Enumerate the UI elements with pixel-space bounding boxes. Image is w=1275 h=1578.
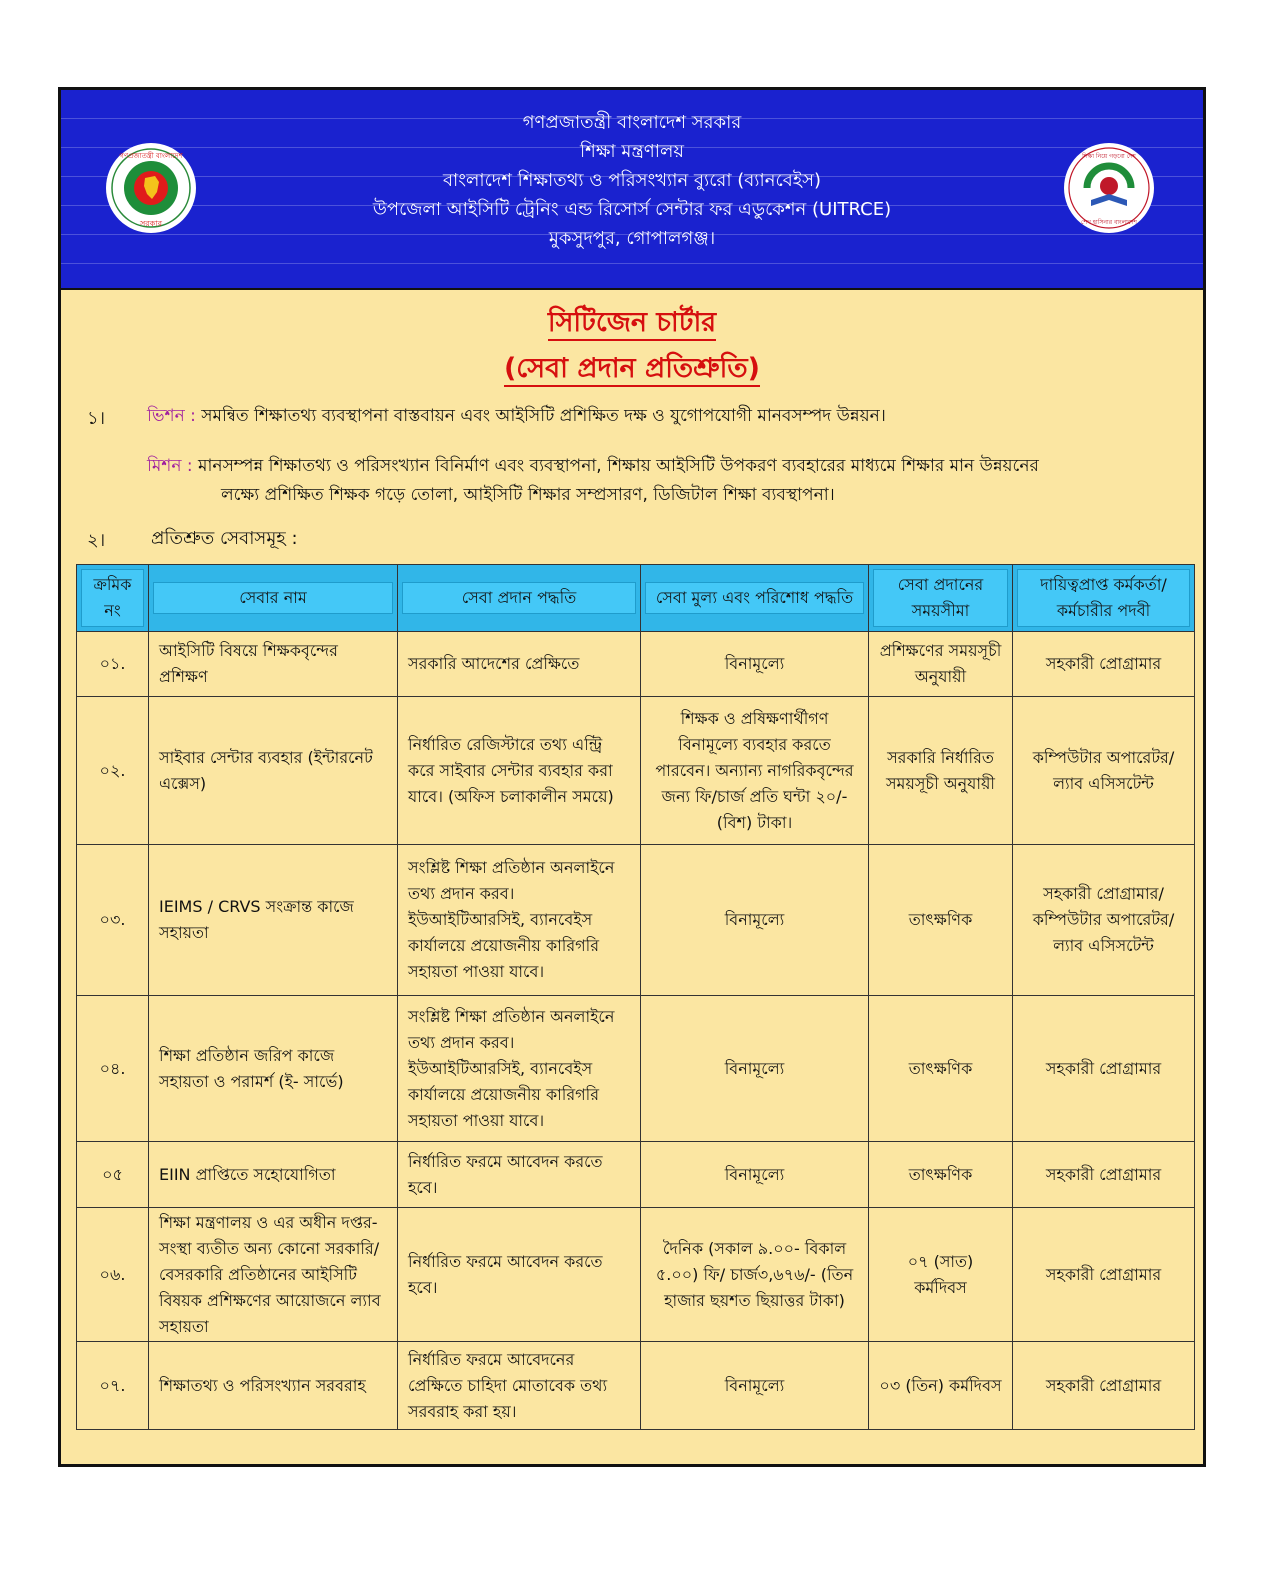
header-line-uitrce: উপজেলা আইসিটি ট্রেনিং এন্ড রিসোর্স সেন্টার ফর এডুকেশন (UITRCE) [372, 199, 892, 220]
cell-serial: ০৫ [77, 1142, 149, 1208]
mission-text-1: মানসম্পন্ন শিক্ষাতথ্য ও পরিসংখ্যান বিনির্মাণ এবং ব্যবস্থাপনা, শিক্ষায় আইসিটি উপকরণ ব্যবহারের মাধ্যমে শিক্ষার মান উন্নয়নের [198, 456, 1039, 476]
table-row [77, 1208, 1195, 1342]
cell-fee: বিনামূল্যে [641, 632, 869, 697]
header-line-location: মুকসুদপুর, গোপালগঞ্জ। [548, 228, 716, 249]
cell-fee: দৈনিক (সকাল ৯.০০- বিকাল ৫.০০) ফি/ চার্জ৩,৬৭৬/- (তিন হাজার ছয়শত ছিয়াত্তর টাকা) [641, 1208, 869, 1342]
cell-serial: ০১. [77, 632, 149, 697]
cell-method: নির্ধারিত ফরমে আবেদন করতে হবে। [398, 1142, 641, 1208]
section2-number: ২। [87, 530, 106, 551]
citizen-charter-page [58, 87, 1206, 1467]
table-row [77, 632, 1195, 697]
seal-bottom-text: সরকার [139, 219, 163, 228]
header-officer: দায়িত্বপ্রাপ্ত কর্মকর্তা/ কর্মচারীর পদবী [1013, 565, 1195, 632]
header-line-govt: গণপ্রজাতন্ত্রী বাংলাদেশ সরকার [522, 112, 742, 133]
cell-method: নির্ধারিত ফরমে আবেদনের প্রেক্ষিতে চাহিদা মোতাবেক তথ্য সরবরাহ করা হয়। [398, 1342, 641, 1430]
header-text [61, 108, 1203, 253]
cell-serial: ০৬. [77, 1208, 149, 1342]
cell-time: সরকারি নির্ধারিত সময়সূচী অনুযায়ী [869, 697, 1013, 845]
cell-service-name: IEIMS / CRVS সংক্রান্ত কাজে সহায়তা [149, 845, 398, 996]
cell-serial: ০৭. [77, 1342, 149, 1430]
cell-method: সরকারি আদেশের প্রেক্ষিতে [398, 632, 641, 697]
table-row [77, 845, 1195, 996]
cell-serial: ০৪. [77, 996, 149, 1142]
cell-fee: বিনামূল্যে [641, 1142, 869, 1208]
cell-method: সংশ্লিষ্ট শিক্ষা প্রতিষ্ঠান অনলাইনে তথ্য প্রদান করব। ইউআইটিআরসিই, ব্যানবেইস কার্যালয়ে প্রয়োজনীয় কারিগরি সহায়তা পাওয়া যাবে। [398, 845, 641, 996]
cell-method: নির্ধারিত ফরমে আবেদন করতে হবে। [398, 1208, 641, 1342]
cell-service-name: শিক্ষা প্রতিষ্ঠান জরিপ কাজে সহায়তা ও পরামর্শ (ই- সার্ভে) [149, 996, 398, 1142]
header-line-ministry: শিক্ষা মন্ত্রণালয় [580, 141, 684, 162]
page-title: সিটিজেন চার্টার [61, 302, 1203, 347]
cell-fee: শিক্ষক ও প্রষিক্ষণার্থীগণ বিনামূল্যে ব্যবহার করতে পারবেন। অন্যান্য নাগরিকবৃন্দের জন্য ফি/চার্জ প্রতি ঘন্টা ২০/- (বিশ) টাকা। [641, 697, 869, 845]
cell-officer: সহকারী প্রোগ্রামার [1013, 1208, 1195, 1342]
logo-top-text: শিক্ষা নিয়ে গড়বো দেশ [1082, 153, 1136, 160]
section1-number: ১। [87, 408, 106, 429]
mission-label: মিশন : [147, 456, 193, 476]
cell-method: সংশ্লিষ্ট শিক্ষা প্রতিষ্ঠান অনলাইনে তথ্য প্রদান করব। ইউআইটিআরসিই, ব্যানবেইস কার্যালয়ে প্রয়োজনীয় কারিগরি সহায়তা পাওয়া যাবে। [398, 996, 641, 1142]
cell-time: প্রশিক্ষণের সময়সূচী অনুযায়ী [869, 632, 1013, 697]
vision-paragraph [147, 402, 1187, 431]
table-row [77, 1342, 1195, 1430]
cell-officer: সহকারী প্রোগ্রামার [1013, 1342, 1195, 1430]
services-table [76, 564, 1195, 1430]
cell-fee: বিনামূল্যে [641, 1342, 869, 1430]
cell-fee: বিনামূল্যে [641, 996, 869, 1142]
cell-serial: ০৩. [77, 845, 149, 996]
cell-time: তাৎক্ষণিক [869, 845, 1013, 996]
vision-text: সমন্বিত শিক্ষাতথ্য ব্যবস্থাপনা বাস্তবায়ন এবং আইসিটি প্রশিক্ষিত দক্ষ ও যুগোপযোগী মানবসম্পদ উন্নয়ন। [201, 406, 886, 426]
cell-officer: কম্পিউটার অপারেটর/ ল্যাব এসিসটেন্ট [1013, 697, 1195, 845]
header-time-limit: সেবা প্রদানের সময়সীমা [869, 565, 1013, 632]
header-line-banbeis: বাংলাদেশ শিক্ষাতথ্য ও পরিসংখ্যান ব্যুরো (ব্যানবেইস) [442, 170, 822, 191]
logo-bottom-text: শেখ হাসিনার বাংলাদেশ [1081, 219, 1137, 226]
page-subtitle: (সেবা প্রদান প্রতিশ্রুতি) [61, 348, 1203, 393]
education-campaign-logo-icon [1063, 142, 1155, 234]
table-row [77, 697, 1195, 845]
cell-time: তাৎক্ষণিক [869, 1142, 1013, 1208]
cell-officer: সহকারী প্রোগ্রামার [1013, 632, 1195, 697]
cell-time: ০৩ (তিন) কর্মদিবস [869, 1342, 1013, 1430]
table-row [77, 996, 1195, 1142]
cell-method: নির্ধারিত রেজিস্টারে তথ্য এন্ট্রি করে সাইবার সেন্টার ব্যবহার করা যাবে। (অফিস চলাকালীন সময়ে) [398, 697, 641, 845]
vision-label: ভিশন : [147, 406, 196, 426]
cell-serial: ০২. [77, 697, 149, 845]
cell-officer: সহকারী প্রোগ্রামার/ কম্পিউটার অপারেটর/ ল্যাব এসিসটেন্ট [1013, 845, 1195, 996]
header-serial: ক্রমিক নং [77, 565, 149, 632]
cell-officer: সহকারী প্রোগ্রামার [1013, 1142, 1195, 1208]
cell-service-name: EIIN প্রাপ্তিতে সহোযোগিতা [149, 1142, 398, 1208]
cell-service-name: শিক্ষাতথ্য ও পরিসংখ্যান সরবরাহ [149, 1342, 398, 1430]
cell-time: ০৭ (সাত) কর্মদিবস [869, 1208, 1013, 1342]
cell-fee: বিনামূল্যে [641, 845, 869, 996]
mission-line2: লক্ষ্যে প্রশিক্ষিত শিক্ষক গড়ে তোলা, আইসিটি শিক্ষার সম্প্রসারণ, ডিজিটাল শিক্ষা ব্যবস্থাপনা। [221, 485, 835, 505]
table-header-row [77, 565, 1195, 632]
header-banner [61, 90, 1203, 290]
cell-officer: সহকারী প্রোগ্রামার [1013, 996, 1195, 1142]
header-service-name: সেবার নাম [149, 565, 398, 632]
header-fee: সেবা মুল্য এবং পরিশোধ পদ্ধতি [641, 565, 869, 632]
header-method: সেবা প্রদান পদ্ধতি [398, 565, 641, 632]
cell-service-name: শিক্ষা মন্ত্রণালয় ও এর অধীন দপ্তর- সংস্থা ব্যতীত অন্য কোনো সরকারি/বেসরকারি প্রতিষ্ঠানের আইসিটি বিষয়ক প্রশিক্ষণের আয়োজনে ল্যাব সহায়তা [149, 1208, 398, 1342]
section2-heading: প্রতিশ্রুত সেবাসমূহ : [151, 528, 298, 549]
cell-service-name: আইসিটি বিষয়ে শিক্ষকবৃন্দের প্রশিক্ষণ [149, 632, 398, 697]
seal-top-text: গণপ্রজাতন্ত্রী বাংলাদেশ [119, 152, 183, 160]
table-row [77, 1142, 1195, 1208]
cell-time: তাৎক্ষণিক [869, 996, 1013, 1142]
mission-line1 [147, 452, 1197, 481]
cell-service-name: সাইবার সেন্টার ব্যবহার (ইন্টারনেট এক্সেস) [149, 697, 398, 845]
